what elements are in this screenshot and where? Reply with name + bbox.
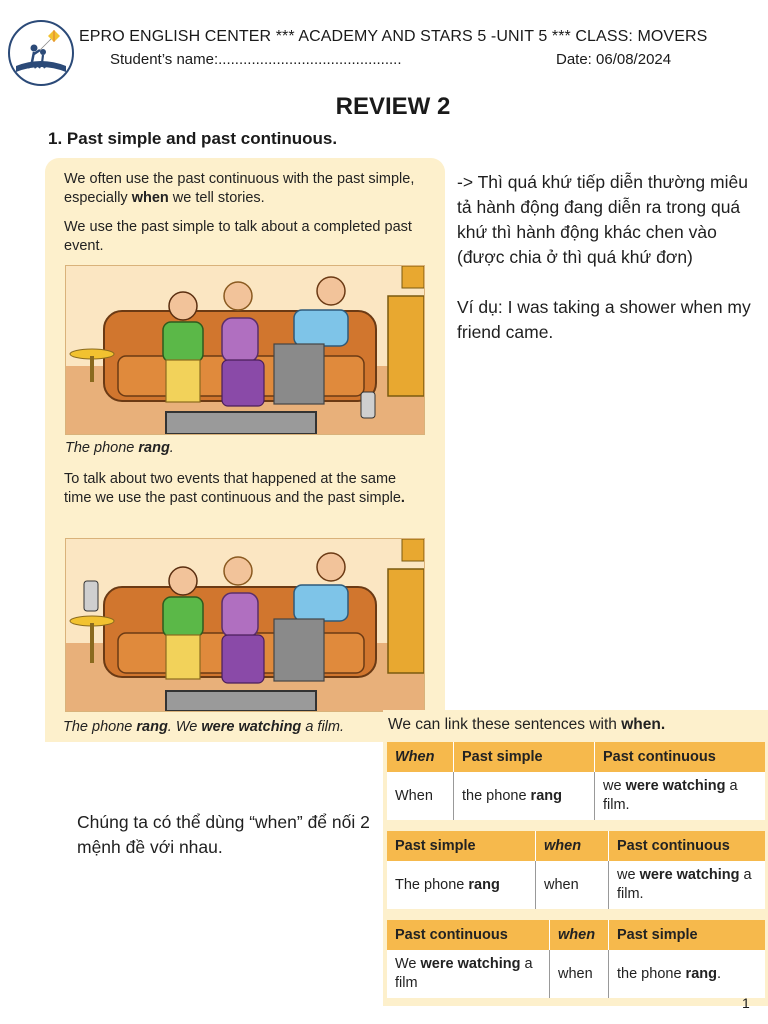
caption-2: The phone rang. We were watching a film. — [63, 719, 344, 735]
table-row — [387, 950, 765, 998]
table-header: When — [387, 742, 454, 772]
student-name-field: Student’s name:............................................ — [110, 51, 402, 68]
table-cell: we were watching a film. — [595, 772, 766, 820]
panel-paragraph-2: We use the past simple to talk about a completed past event. — [64, 219, 412, 254]
table-header: when — [550, 920, 609, 950]
panel-paragraph-3: To talk about two events that happened at the same time we use the past continuous and the past simple. — [64, 471, 405, 506]
date-field: Date: 06/08/2024 — [556, 51, 672, 68]
header-center-title: EPRO ENGLISH CENTER *** ACADEMY AND STARS 5 -UNIT 5 *** CLASS: MOVERS — [79, 28, 708, 45]
grammar-table-1 — [387, 742, 765, 820]
kids-kite-icon — [10, 22, 72, 84]
table-header: when — [536, 831, 609, 861]
table-header: Past simple — [387, 831, 536, 861]
table-row — [387, 772, 765, 820]
explanation-paragraph: -> Thì quá khứ tiếp diễn thường miêu tả hành động đang diễn ra trong quá khứ thì hành động khác chen vào (được chia ở thì quá khứ đơn) — [457, 172, 748, 267]
when-linking-box — [383, 710, 768, 1006]
table-cell: when — [536, 861, 609, 909]
table-header: Past simple — [609, 920, 766, 950]
linking-heading: We can link these sentences with when. — [388, 716, 666, 733]
family-watching-tv-icon — [66, 266, 424, 434]
family-sofa-illustration-1 — [65, 265, 425, 435]
table-cell: The phone rang — [387, 861, 536, 909]
table-header: Past continuous — [387, 920, 550, 950]
section-heading: 1. Past simple and past continuous. — [48, 129, 338, 148]
table-header: Past continuous — [595, 742, 766, 772]
table-row — [387, 861, 765, 909]
table-header: Past simple — [454, 742, 595, 772]
panel-paragraph-1: We often use the past continuous with the past simple, especially when we tell stories. — [64, 171, 415, 206]
example-sentence: Ví dụ: I was taking a shower when my friend came. — [457, 297, 751, 342]
grammar-panel — [45, 158, 445, 742]
table-cell: when — [550, 950, 609, 998]
page-title: REVIEW 2 — [335, 93, 451, 120]
family-sofa-illustration-2 — [65, 538, 425, 712]
table-cell: the phone rang. — [609, 950, 766, 998]
table-cell: When — [387, 772, 454, 820]
when-linking-note: Chúng ta có thể dùng “when” để nối 2 mệnh đề với nhau. — [77, 812, 370, 857]
table-cell: we were watching a film. — [609, 861, 766, 909]
table-header: Past continuous — [609, 831, 766, 861]
grammar-table-2 — [387, 831, 765, 909]
family-watching-tv-phone-icon — [66, 539, 424, 711]
center-logo — [8, 20, 74, 86]
vietnamese-explanation — [457, 170, 757, 370]
table-cell: We were watching a film — [387, 950, 550, 998]
table-cell: the phone rang — [454, 772, 595, 820]
grammar-table-3 — [387, 920, 765, 998]
page-number: 1 — [742, 995, 750, 1011]
caption-1: The phone rang. — [65, 440, 174, 456]
